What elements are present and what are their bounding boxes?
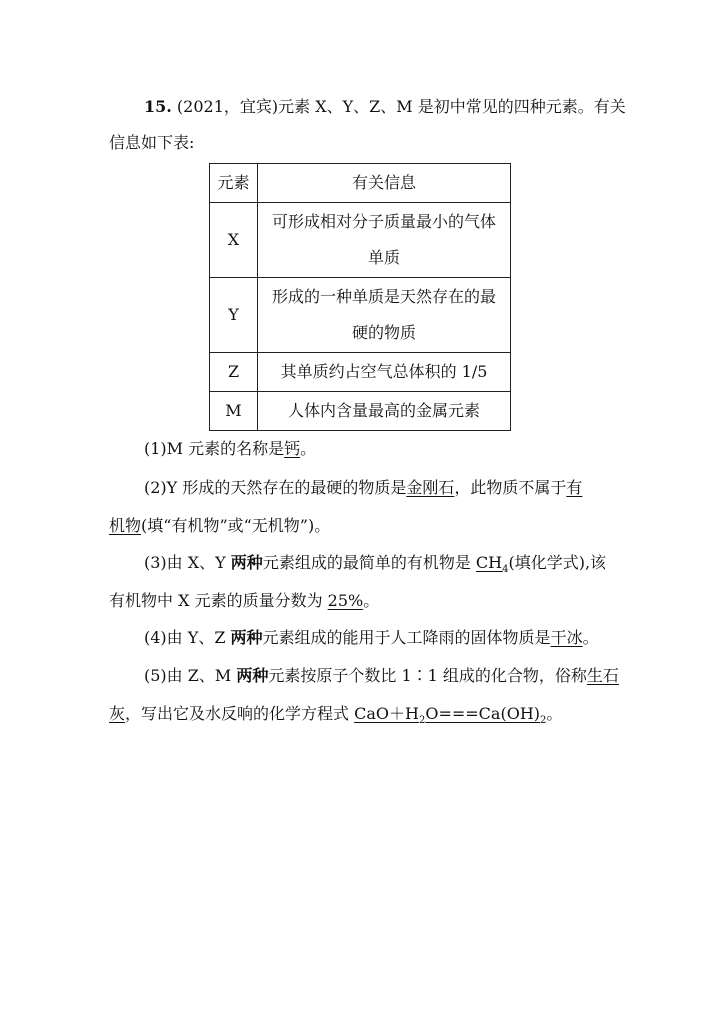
answer-2-middle: ，此物质不属于 <box>454 478 567 497</box>
cell-info-line: 形成的一种单质是天然存在的最 <box>271 287 496 306</box>
answer-3-percent: 25% <box>327 591 364 610</box>
formula-sub: 4 <box>502 564 509 576</box>
answer-5-value-part2: 灰 <box>109 704 126 723</box>
answer-4-suffix: 。 <box>582 628 599 647</box>
answer-1 <box>144 438 316 460</box>
answer-5-equation <box>354 704 547 727</box>
formula-main: CH <box>475 553 503 572</box>
answer-2-line1 <box>144 477 582 499</box>
answer-4 <box>144 627 599 649</box>
answer-1-suffix: 。 <box>300 439 317 458</box>
answer-1-prefix: (1)M 元素的名称是 <box>144 439 285 458</box>
answer-5-line1 <box>144 665 619 687</box>
answer-4-mid: 元素组成的能用于人工降雨的固体物质是 <box>262 628 551 647</box>
cell-info: 其单质约占空气总体积的 1/5 <box>258 353 511 392</box>
answer-3-line2-prefix: 有机物中 X 元素的质量分数为 <box>109 591 328 610</box>
answer-2-value2-part1: 有 <box>566 478 583 497</box>
answer-5-bold: 两种 <box>236 666 269 685</box>
answer-4-prefix: (4)由 Y、Z <box>144 628 231 647</box>
question-intro-text: (2021，宜宾)元素 X、Y、Z、M 是初中常见的四种元素。有关 <box>171 97 626 116</box>
cell-info-line: 单质 <box>367 248 400 267</box>
cell-info <box>258 278 511 353</box>
equation-part2: O===Ca(OH) <box>425 704 541 723</box>
cell-element: X <box>210 203 258 278</box>
cell-info: 人体内含量最高的金属元素 <box>258 392 511 431</box>
answer-5-prefix: (5)由 Z、M <box>144 666 237 685</box>
answer-1-value: 钙 <box>284 439 301 458</box>
answer-4-bold: 两种 <box>230 628 263 647</box>
answer-3-bold: 两种 <box>230 553 263 572</box>
answer-2-suffix: (填“有机物”或“无机物”)。 <box>141 516 331 535</box>
answer-5-suffix: 。 <box>546 704 563 723</box>
header-element: 元素 <box>210 164 258 203</box>
question-intro-line2: 信息如下表: <box>109 133 195 152</box>
header-info: 有关信息 <box>258 164 511 203</box>
table-header-row <box>210 164 511 203</box>
question-intro <box>144 96 626 118</box>
table-row <box>210 353 511 392</box>
table-row <box>210 203 511 278</box>
answer-5-value-part1: 生石 <box>586 666 619 685</box>
equation-sub2: 2 <box>540 715 547 727</box>
answer-2-line2 <box>109 515 330 537</box>
cell-element: Z <box>210 353 258 392</box>
answer-2-value1: 金刚石 <box>406 478 455 497</box>
answer-5-mid: 元素按原子个数比 1∶1 组成的化合物，俗称 <box>268 666 587 685</box>
answer-3-suffix: (填化学式),该 <box>508 553 607 572</box>
cell-info-line: 硬的物质 <box>351 323 416 342</box>
answer-5-line2 <box>109 703 562 725</box>
answer-4-value: 干冰 <box>550 628 583 647</box>
answer-3-line2 <box>109 590 379 612</box>
answer-2-value2-part2: 机物 <box>109 516 142 535</box>
equation-sub1: 2 <box>418 715 426 727</box>
answer-3-prefix: (3)由 X、Y <box>144 553 231 572</box>
cell-info-line: 可形成相对分子质量最小的气体 <box>271 212 496 231</box>
question-number: 15. <box>144 97 172 116</box>
answer-3-mid: 元素组成的最简单的有机物是 <box>262 553 476 572</box>
element-info-table <box>209 163 511 431</box>
cell-info <box>258 203 511 278</box>
cell-element: Y <box>210 278 258 353</box>
answer-3-line1 <box>144 552 606 574</box>
equation-part1: CaO＋H <box>354 704 419 723</box>
answer-2-prefix: (2)Y 形成的天然存在的最硬的物质是 <box>144 478 407 497</box>
table-row <box>210 392 511 431</box>
answer-5-line2-mid: ，写出它及水反响的化学方程式 <box>125 704 355 723</box>
table-row <box>210 278 511 353</box>
cell-element: M <box>210 392 258 431</box>
answer-3-formula <box>475 553 509 576</box>
answer-3-line2-suffix: 。 <box>363 591 380 610</box>
